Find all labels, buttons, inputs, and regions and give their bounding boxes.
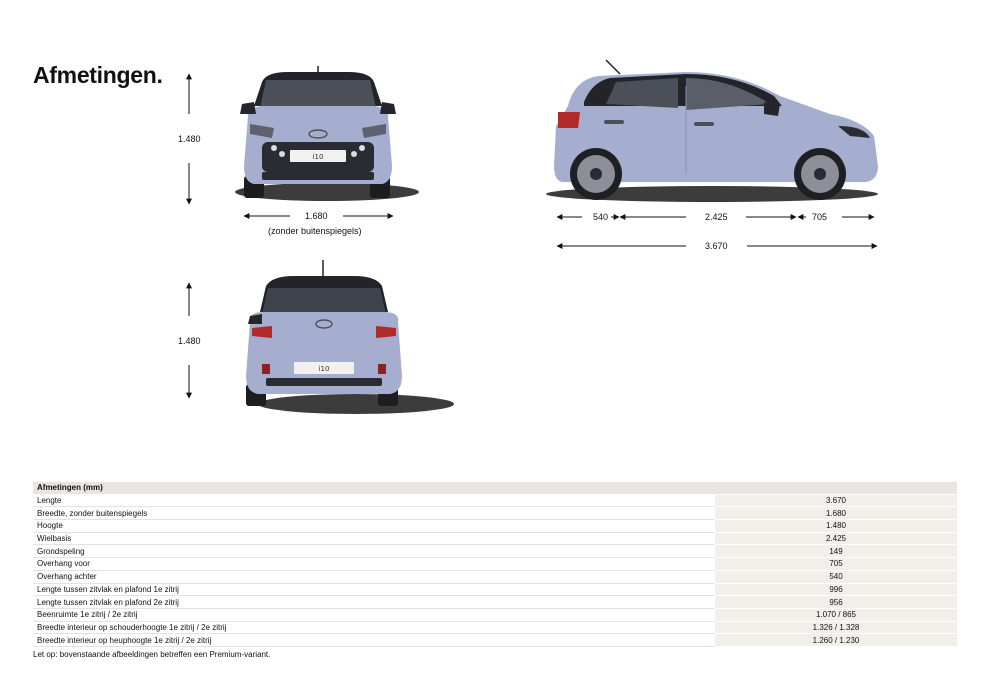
row-value: 956 [715,596,957,609]
row-value: 3.670 [715,494,957,507]
row-label: Overhang voor [33,558,715,571]
table-row [33,532,957,545]
table-row [33,558,957,571]
row-value: 1.070 / 865 [715,608,957,621]
footnote: Let op: bovenstaande afbeeldingen betreffen een Premium-variant. [33,650,271,659]
row-value: 1.326 / 1.328 [715,621,957,634]
row-label: Lengte tussen zitvlak en plafond 1e zitrij [33,583,715,596]
car-side-view [544,56,880,206]
row-value: 540 [715,570,957,583]
car-front-view [232,64,422,204]
table-row [33,621,957,634]
table-row [33,596,957,609]
table-header: Afmetingen (mm) [33,482,957,494]
front-width-label: 1.680 [305,211,328,221]
row-label: Lengte [33,494,715,507]
overhang-front-label: 705 [812,212,828,222]
table-row [33,494,957,507]
table-row [33,634,957,647]
row-value: 2.425 [715,532,957,545]
wheelbase-label: 2.425 [705,212,728,222]
table-row [33,520,957,533]
table-row [33,583,957,596]
row-label: Overhang achter [33,570,715,583]
table-row [33,507,957,520]
row-label: Lengte tussen zitvlak en plafond 2e zitrij [33,596,715,609]
row-value: 1.480 [715,520,957,533]
table-row [33,545,957,558]
row-value: 705 [715,558,957,571]
row-label: Grondspeling [33,545,715,558]
row-label: Breedte interieur op heuphoogte 1e zitrij / 2e zitrij [33,634,715,647]
row-value: 1.680 [715,507,957,520]
row-label: Breedte, zonder buitenspiegels [33,507,715,520]
front-height-label: 1.480 [178,134,201,144]
front-width-note: (zonder buitenspiegels) [268,226,362,236]
row-value: 1.260 / 1.230 [715,634,957,647]
row-value: 996 [715,583,957,596]
dimensions-table [33,482,957,647]
row-label: Breedte interieur op schouderhoogte 1e zitrij / 2e zitrij [33,621,715,634]
table-row [33,570,957,583]
page-title: Afmetingen. [33,62,163,88]
rear-badge: i10 [318,365,330,373]
front-badge: i10 [312,153,324,161]
row-label: Beenruimte 1e zitrij / 2e zitrij [33,608,715,621]
row-label: Hoogte [33,520,715,533]
table-row [33,608,957,621]
overhang-rear-label: 540 [593,212,609,222]
length-label: 3.670 [705,241,728,251]
row-value: 149 [715,545,957,558]
table-header-row [33,482,957,494]
row-label: Wielbasis [33,532,715,545]
car-rear-view [238,258,454,418]
rear-height-label: 1.480 [178,336,201,346]
